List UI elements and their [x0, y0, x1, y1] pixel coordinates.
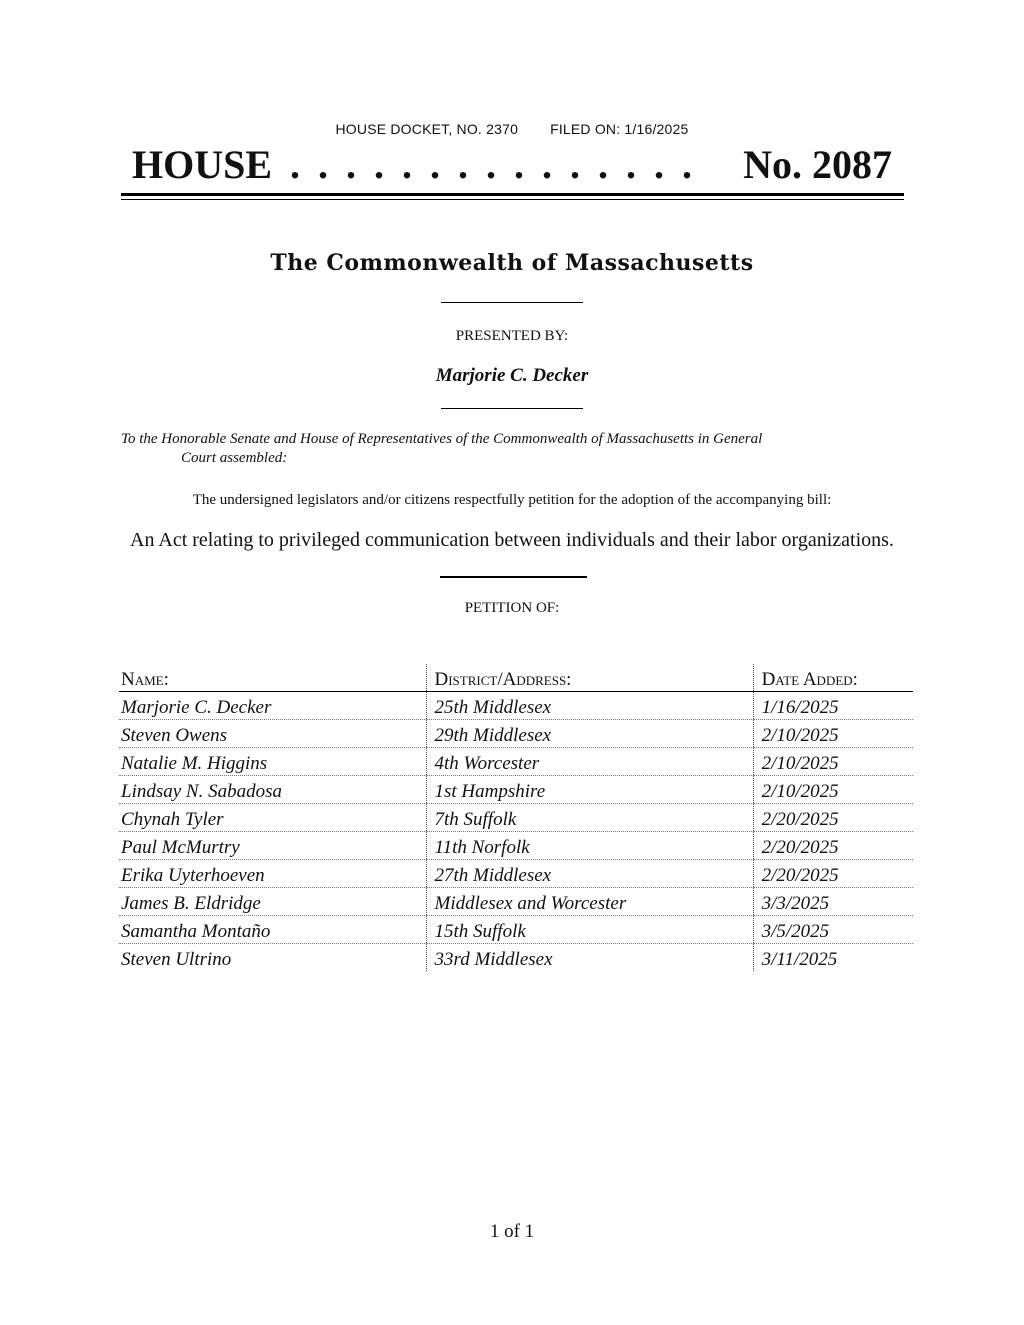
signer-district: 33rd Middlesex: [426, 944, 753, 972]
header-district: District/Address:: [426, 664, 753, 692]
petition-statement: The undersigned legislators and/or citizens respectfully petition for the adoption of the accompanying bill:: [192, 492, 832, 508]
salutation-line-1: To the Honorable Senate and House of Representatives of the Commonwealth of Massachusetts in General: [121, 431, 763, 447]
petition-of-label: PETITION OF:: [464, 600, 560, 616]
signer-district: 4th Worcester: [426, 748, 753, 776]
bill-number: No. 2087: [743, 142, 892, 187]
presented-by-label: PRESENTED BY:: [455, 328, 569, 344]
signer-name: Lindsay N. Sabadosa: [119, 776, 426, 804]
table-row: [119, 720, 913, 748]
signer-date: 3/3/2025: [753, 888, 913, 916]
signer-date: 2/10/2025: [753, 748, 913, 776]
signer-district: 25th Middlesex: [426, 692, 753, 720]
table-row: [119, 888, 913, 916]
header-date: Date Added:: [753, 664, 913, 692]
signer-name: Paul McMurtry: [119, 832, 426, 860]
chamber-name: HOUSE: [132, 142, 273, 187]
signer-name: James B. Eldridge: [119, 888, 426, 916]
table-header-row: [119, 664, 913, 692]
signer-district: 11th Norfolk: [426, 832, 753, 860]
signer-name: Chynah Tyler: [119, 804, 426, 832]
signer-district: 27th Middlesex: [426, 860, 753, 888]
signer-name: Samantha Montaño: [119, 916, 426, 944]
table-row: [119, 916, 913, 944]
salutation-line-2: Court assembled:: [181, 450, 288, 466]
signer-name: Steven Ultrino: [121, 949, 232, 970]
salutation: [121, 430, 881, 468]
filed-date: FILED ON: 1/16/2025: [550, 121, 689, 137]
heading-rule-thick: [121, 193, 904, 196]
signer-date: 2/10/2025: [753, 776, 913, 804]
signer-date: 3/5/2025: [753, 916, 913, 944]
bill-heading: [122, 138, 904, 192]
docket-number: HOUSE DOCKET, NO. 2370: [335, 121, 519, 137]
table-row: [119, 776, 913, 804]
commonwealth-title: The Commonwealth of Massachusetts: [270, 250, 754, 276]
presenter-name: Marjorie C. Decker: [435, 365, 589, 386]
signer-district: 7th Suffolk: [426, 804, 753, 832]
signers-table: [119, 664, 913, 971]
leader-dots: . . . . . . . . . . . . . . .: [290, 142, 696, 187]
signer-district: 15th Suffolk: [426, 916, 753, 944]
signer-district: 1st Hampshire: [426, 776, 753, 804]
signer-date: 1/16/2025: [753, 692, 913, 720]
heading-rule-thin: [121, 199, 904, 200]
signer-date: 3/11/2025: [753, 944, 913, 972]
signer-date: 2/10/2025: [753, 720, 913, 748]
page-number: 1 of 1: [489, 1221, 535, 1242]
table-row: [119, 692, 913, 720]
signer-district: 29th Middlesex: [426, 720, 753, 748]
signer-name: Natalie M. Higgins: [119, 748, 426, 776]
table-row: [119, 832, 913, 860]
table-row: [119, 860, 913, 888]
act-title: An Act relating to privileged communication between individuals and their labor organizations.: [130, 529, 894, 551]
table-row: [119, 748, 913, 776]
signer-date: 2/20/2025: [753, 804, 913, 832]
header-name: Name:: [119, 664, 426, 692]
signer-name: Marjorie C. Decker: [119, 692, 426, 720]
signer-date: 2/20/2025: [753, 860, 913, 888]
table-row: [119, 944, 913, 972]
signer-date: 2/20/2025: [753, 832, 913, 860]
signer-district: Middlesex and Worcester: [426, 888, 753, 916]
signer-name: Erika Uyterhoeven: [119, 860, 426, 888]
act-rule: [440, 576, 587, 578]
table-row: [119, 804, 913, 832]
divider-rule: [441, 302, 583, 303]
signer-name: Steven Owens: [119, 720, 426, 748]
docket-line: [0, 121, 1024, 137]
divider-rule: [441, 408, 583, 409]
